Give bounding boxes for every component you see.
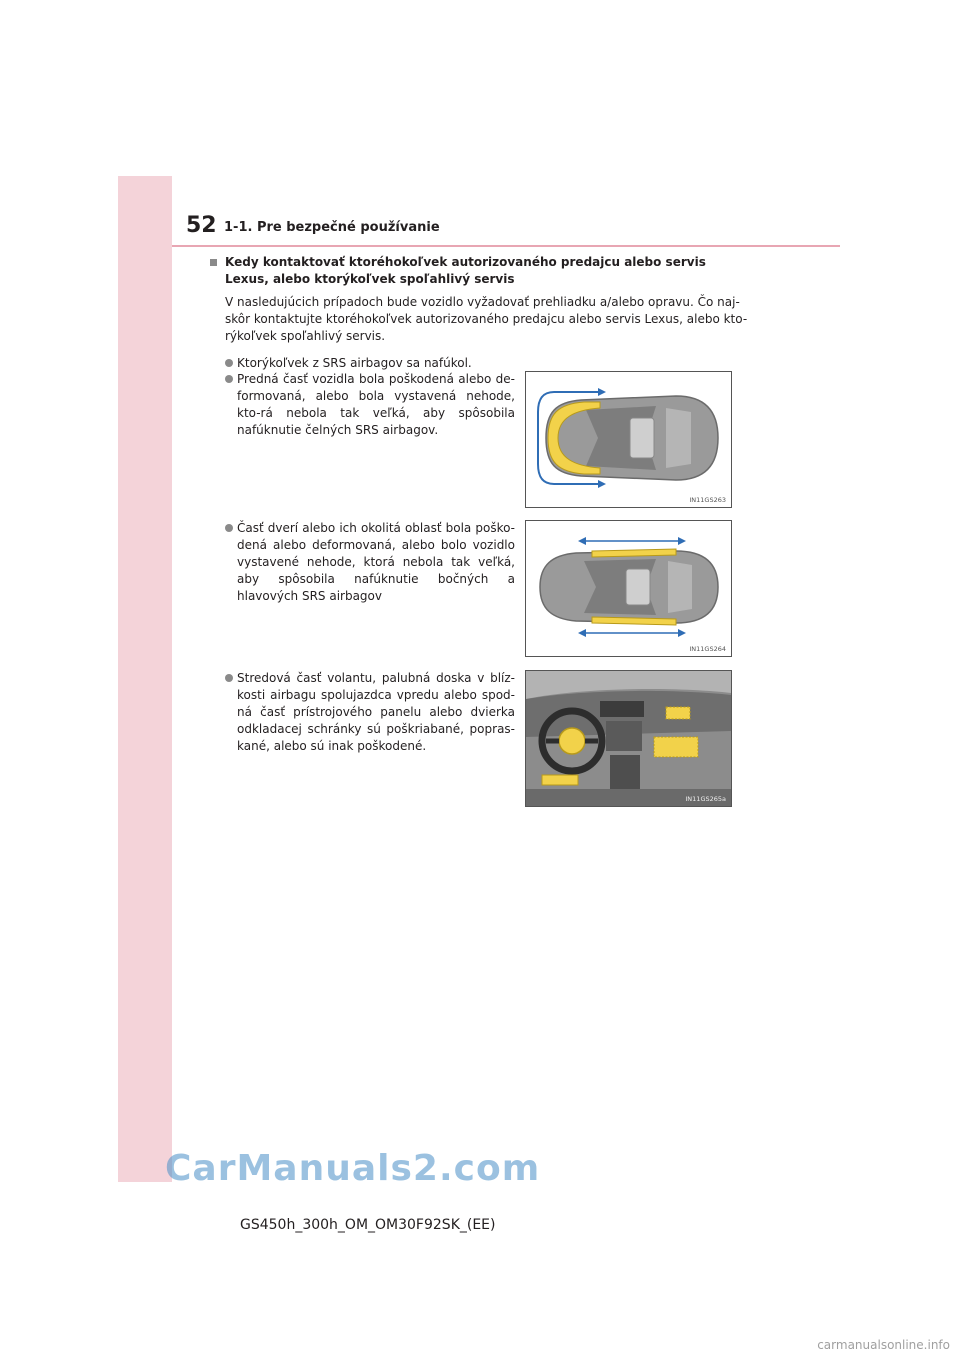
bullet-dot-icon: [225, 359, 233, 367]
list-item-text: Časť dverí alebo ich okolitá oblasť bola poško-dená alebo deformovaná, alebo bolo vozidlo vystavené nehode, ktorá nebola tak veľká, aby spôsobila nafúknutie bočných a hlavových SRS airbagov: [237, 521, 515, 603]
list-item-text: Predná časť vozidla bola poškodená alebo de-formovaná, alebo bola vystavená nehode, kto-rá nebola tak veľká, aby spôsobila nafúknutie čelných SRS airbagov.: [237, 372, 515, 437]
list-item-text: Stredová časť volantu, palubná doska v blíz-kosti airbagu spolujazdca vpredu alebo spod-ná časť prístrojového panelu alebo dvierka odkladacej schránky sú poškriabané, popras-kané, alebo sú inak poškodené.: [237, 671, 515, 753]
header-divider: [172, 245, 840, 247]
list-item-text: Ktorýkoľvek z SRS airbagov sa nafúkol.: [237, 356, 472, 370]
bullet-dot-icon: [225, 375, 233, 383]
footer-doc-code: GS450h_300h_OM_OM30F92SK_(EE): [240, 1217, 496, 1233]
list-item: [225, 355, 750, 372]
car-top-view-illustration: [526, 372, 731, 507]
dashboard-figure: [525, 670, 732, 807]
square-bullet-icon: [210, 259, 217, 266]
figure-code: IN11GS263: [689, 496, 726, 504]
dashboard-illustration: [526, 671, 731, 806]
main-content: [210, 254, 750, 372]
figure-code: IN11GS264: [689, 645, 726, 653]
bullet-dot-icon: [225, 524, 233, 532]
bullet-dot-icon: [225, 674, 233, 682]
section-title: 1-1. Pre bezpečné používanie: [224, 220, 440, 235]
list-item: [225, 371, 515, 439]
site-watermark: carmanualsonline.info: [817, 1338, 950, 1352]
list-item: [225, 520, 515, 605]
watermark-logo: CarManuals2.com: [165, 1148, 541, 1189]
car-top-view-illustration: [526, 521, 731, 656]
side-damage-figure: [525, 520, 732, 657]
side-tab-band: [118, 176, 172, 1182]
front-damage-figure: [525, 371, 732, 508]
intro-paragraph: V nasledujúcich prípadoch bude vozidlo vyžadovať prehliadku a/alebo opravu. Čo naj-skôr kontaktujte ktoréhokoľvek autorizovaného predajcu alebo servis Lexus, alebo kto-rýkoľvek spoľahlivý servis.: [225, 295, 748, 343]
section-heading: [210, 254, 750, 288]
page-number: 52: [186, 213, 217, 238]
figure-code: IN11GS265a: [685, 795, 726, 803]
heading-text: Kedy kontaktovať ktoréhokoľvek autorizovaného predajcu alebo servis Lexus, alebo ktorýkoľvek spoľahlivý servis: [225, 255, 706, 286]
list-item: [225, 670, 515, 755]
